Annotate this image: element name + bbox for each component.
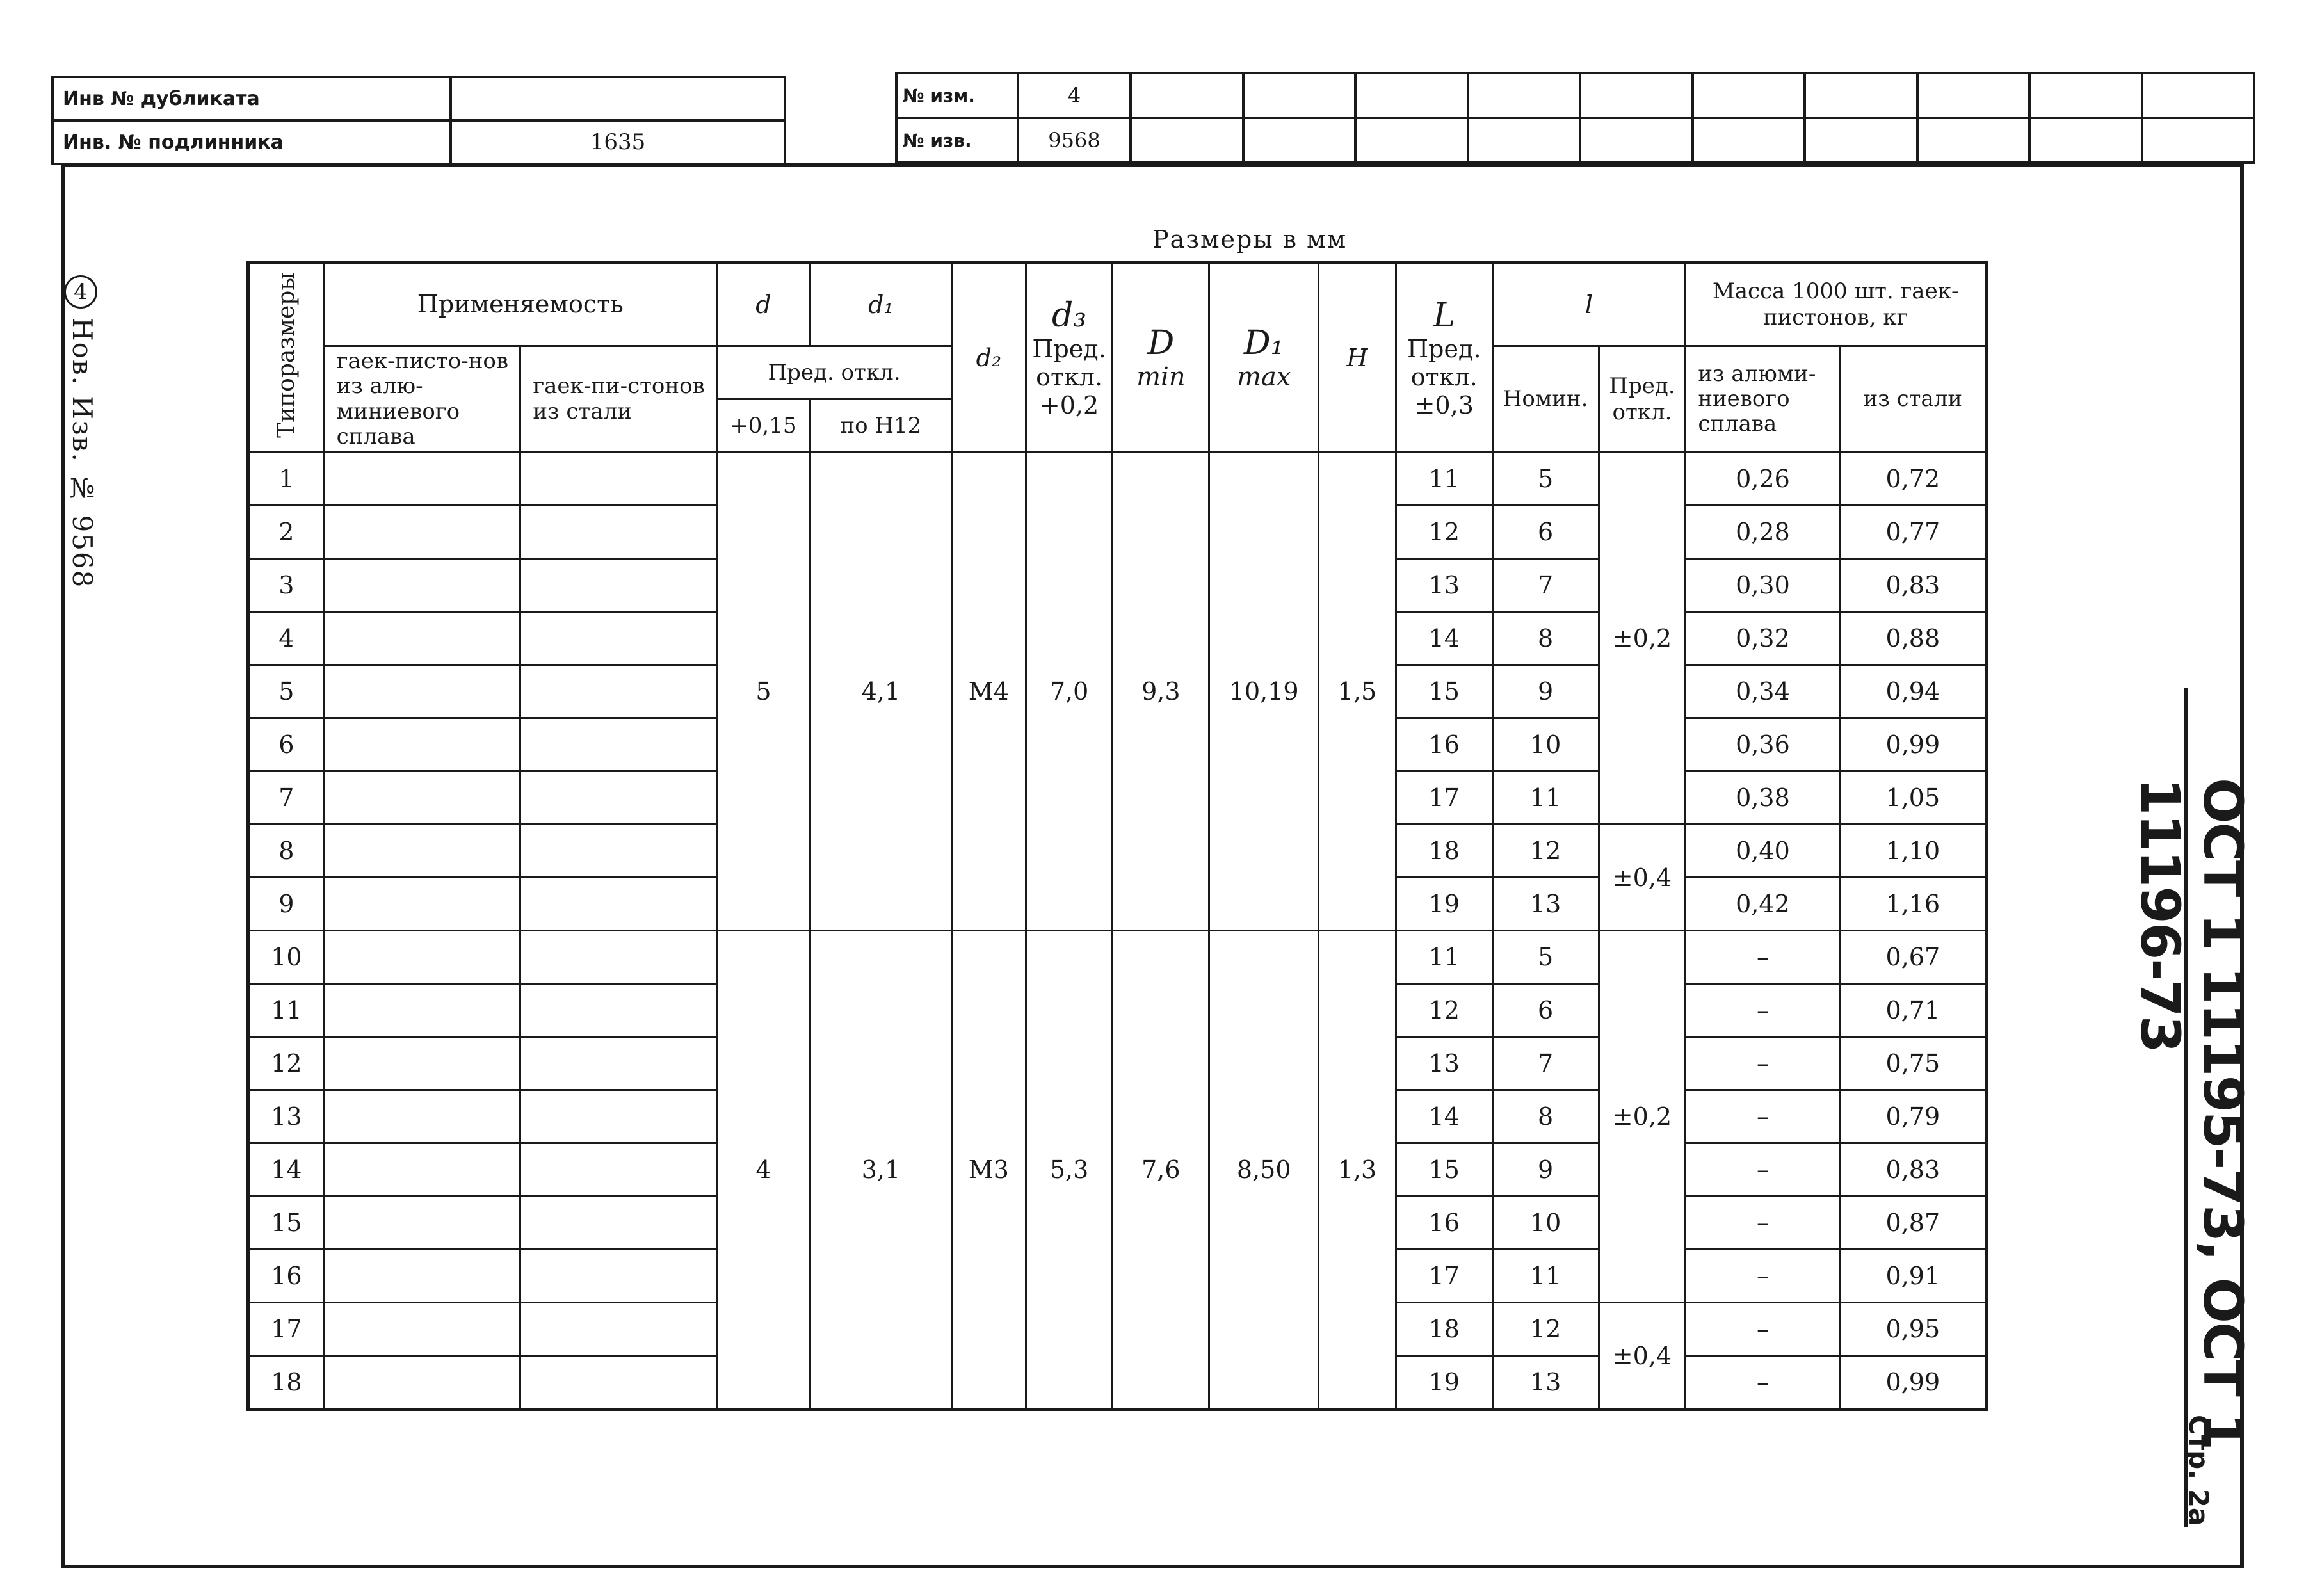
mass-alu: 0,26 — [1686, 453, 1840, 506]
type-number: 7 — [248, 771, 325, 825]
applicability-alu-cell — [324, 1250, 520, 1303]
type-number: 3 — [248, 559, 325, 612]
l-tolerance: ±0,2 — [1599, 931, 1686, 1303]
applicability-alu-cell — [324, 878, 520, 931]
mass-alu: – — [1686, 984, 1840, 1037]
type-number: 17 — [248, 1303, 325, 1356]
mass-alu: – — [1686, 1197, 1840, 1250]
L-value: 16 — [1396, 1197, 1492, 1250]
L-value: 15 — [1396, 1143, 1492, 1197]
col-d2: d₂ — [952, 263, 1026, 453]
mass-steel: 0,88 — [1840, 612, 1986, 665]
mass-steel: 0,83 — [1840, 1143, 1986, 1197]
col-d3 — [1026, 263, 1113, 453]
mass-alu: 0,30 — [1686, 559, 1840, 612]
type-number: 6 — [248, 718, 325, 771]
mass-alu: – — [1686, 1143, 1840, 1197]
mass-alu: – — [1686, 1356, 1840, 1410]
mass-alu: – — [1686, 931, 1840, 984]
col-app-alu: гаек-писто-нов из алю-миниевого сплава — [324, 346, 520, 453]
L-value: 15 — [1396, 665, 1492, 718]
applicability-steel-cell — [520, 453, 717, 506]
applicability-steel-cell — [520, 1143, 717, 1197]
col-mass-steel: из стали — [1840, 346, 1986, 453]
l-nominal: 10 — [1492, 1197, 1599, 1250]
type-number: 11 — [248, 984, 325, 1037]
col-L — [1396, 263, 1492, 453]
col-mass: Масса 1000 шт. гаек-пистонов, кг — [1686, 263, 1987, 346]
l-nominal: 11 — [1492, 771, 1599, 825]
L-value: 13 — [1396, 1037, 1492, 1090]
orig-value: 1635 — [451, 120, 785, 164]
mass-alu: – — [1686, 1090, 1840, 1143]
size-caption: Размеры в мм — [1152, 225, 1348, 254]
L-value: 18 — [1396, 825, 1492, 878]
mass-alu: 0,42 — [1686, 878, 1840, 931]
l-nominal: 9 — [1492, 665, 1599, 718]
applicability-steel-cell — [520, 612, 717, 665]
L-value: 12 — [1396, 506, 1492, 559]
revision-note-text: Нов. Изв. № 9568 — [67, 318, 98, 589]
applicability-steel-cell — [520, 931, 717, 984]
mass-steel: 0,75 — [1840, 1037, 1986, 1090]
mass-steel: 0,71 — [1840, 984, 1986, 1037]
applicability-steel-cell — [520, 771, 717, 825]
applicability-steel-cell — [520, 1303, 717, 1356]
col-l: l — [1492, 263, 1686, 346]
change-value: 4 — [1018, 73, 1131, 118]
D1-value: 8,50 — [1209, 931, 1319, 1410]
l-nominal: 6 — [1492, 506, 1599, 559]
mass-steel: 0,67 — [1840, 931, 1986, 984]
l-tolerance: ±0,2 — [1599, 453, 1686, 825]
L-value: 13 — [1396, 559, 1492, 612]
applicability-alu-cell — [324, 1037, 520, 1090]
type-number: 5 — [248, 665, 325, 718]
L-value: 18 — [1396, 1303, 1492, 1356]
applicability-alu-cell — [324, 931, 520, 984]
col-pred-otkl: Пред. откл. — [717, 346, 952, 399]
mass-steel: 0,79 — [1840, 1090, 1986, 1143]
applicability-alu-cell — [324, 1356, 520, 1410]
mass-alu: 0,38 — [1686, 771, 1840, 825]
applicability-alu-cell — [324, 559, 520, 612]
type-number: 18 — [248, 1356, 325, 1410]
applicability-alu-cell — [324, 825, 520, 878]
d1-value: 4,1 — [810, 453, 951, 931]
mass-alu: – — [1686, 1250, 1840, 1303]
dimensions-table — [246, 261, 1988, 1411]
type-number: 13 — [248, 1090, 325, 1143]
D1-value: 10,19 — [1209, 453, 1319, 931]
mass-steel: 0,83 — [1840, 559, 1986, 612]
l-nominal: 12 — [1492, 1303, 1599, 1356]
H-value: 1,3 — [1319, 931, 1396, 1410]
D-value: 9,3 — [1113, 453, 1209, 931]
applicability-steel-cell — [520, 665, 717, 718]
L-value: 14 — [1396, 1090, 1492, 1143]
mass-steel: 0,77 — [1840, 506, 1986, 559]
col-D-min: min — [1136, 362, 1186, 392]
l-nominal: 5 — [1492, 931, 1599, 984]
applicability-steel-cell — [520, 559, 717, 612]
mass-steel: 1,10 — [1840, 825, 1986, 878]
mass-alu: 0,28 — [1686, 506, 1840, 559]
mass-steel: 1,16 — [1840, 878, 1986, 931]
col-D — [1113, 263, 1209, 453]
L-value: 19 — [1396, 1356, 1492, 1410]
applicability-steel-cell — [520, 1250, 717, 1303]
type-number: 10 — [248, 931, 325, 984]
applicability-alu-cell — [324, 453, 520, 506]
applicability-alu-cell — [324, 1303, 520, 1356]
col-D1-symbol: D₁ — [1243, 324, 1284, 362]
L-value: 19 — [1396, 878, 1492, 931]
l-tolerance: ±0,4 — [1599, 825, 1686, 931]
mass-alu: 0,34 — [1686, 665, 1840, 718]
notice-value: 9568 — [1018, 118, 1131, 163]
l-nominal: 13 — [1492, 1356, 1599, 1410]
mass-steel: 0,91 — [1840, 1250, 1986, 1303]
mass-alu: – — [1686, 1037, 1840, 1090]
orig-label: Инв. № подлинника — [52, 120, 451, 164]
col-d: d — [717, 263, 810, 346]
applicability-steel-cell — [520, 825, 717, 878]
L-value: 17 — [1396, 1250, 1492, 1303]
l-nominal: 8 — [1492, 612, 1599, 665]
L-value: 11 — [1396, 931, 1492, 984]
applicability-alu-cell — [324, 984, 520, 1037]
col-D1-max: max — [1237, 362, 1291, 392]
mass-steel: 1,05 — [1840, 771, 1986, 825]
mass-steel: 0,94 — [1840, 665, 1986, 718]
type-number: 12 — [248, 1037, 325, 1090]
applicability-alu-cell — [324, 665, 520, 718]
applicability-alu-cell — [324, 1090, 520, 1143]
col-D-symbol: D — [1147, 324, 1175, 362]
l-nominal: 11 — [1492, 1250, 1599, 1303]
applicability-alu-cell — [324, 1197, 520, 1250]
applicability-steel-cell — [520, 1037, 717, 1090]
d2-value: М4 — [952, 453, 1026, 931]
standard-designation: ОСТ 1 11195-73, ОСТ 1 11196-73 — [2129, 778, 2254, 1449]
d3-value: 5,3 — [1026, 931, 1113, 1410]
l-nominal: 5 — [1492, 453, 1599, 506]
L-value: 14 — [1396, 612, 1492, 665]
applicability-alu-cell — [324, 506, 520, 559]
mass-alu: 0,32 — [1686, 612, 1840, 665]
type-number: 16 — [248, 1250, 325, 1303]
type-number: 15 — [248, 1197, 325, 1250]
applicability-steel-cell — [520, 1197, 717, 1250]
l-nominal: 13 — [1492, 878, 1599, 931]
applicability-alu-cell — [324, 718, 520, 771]
table-row — [248, 453, 1987, 506]
applicability-steel-cell — [520, 718, 717, 771]
L-value: 12 — [1396, 984, 1492, 1037]
mass-alu: 0,40 — [1686, 825, 1840, 878]
L-value: 11 — [1396, 453, 1492, 506]
type-number: 9 — [248, 878, 325, 931]
l-nominal: 6 — [1492, 984, 1599, 1037]
col-d1: d₁ — [810, 263, 951, 346]
type-number: 8 — [248, 825, 325, 878]
col-d3-tol: Пред. откл. +0,2 — [1032, 335, 1106, 419]
revision-grid — [895, 72, 2255, 164]
type-number: 14 — [248, 1143, 325, 1197]
d3-value: 7,0 — [1026, 453, 1113, 931]
col-l-tol: Пред. откл. — [1599, 346, 1686, 453]
applicability-alu-cell — [324, 1143, 520, 1197]
applicability-steel-cell — [520, 878, 717, 931]
notice-label: № изв. — [896, 118, 1018, 163]
d-value: 4 — [717, 931, 810, 1410]
l-nominal: 10 — [1492, 718, 1599, 771]
applicability-alu-cell — [324, 771, 520, 825]
col-app-steel: гаек-пи-стонов из стали — [520, 346, 717, 453]
type-number: 1 — [248, 453, 325, 506]
inventory-stamp — [51, 76, 786, 165]
table-row — [248, 931, 1987, 984]
d-value: 5 — [717, 453, 810, 931]
applicability-alu-cell — [324, 612, 520, 665]
mass-alu: 0,36 — [1686, 718, 1840, 771]
col-d1-tol: по Н12 — [810, 399, 951, 453]
col-applicability: Применяемость — [324, 263, 716, 346]
change-label: № изм. — [896, 73, 1018, 118]
col-l-nomin: Номин. — [1492, 346, 1599, 453]
applicability-steel-cell — [520, 984, 717, 1037]
type-number: 2 — [248, 506, 325, 559]
mass-steel: 0,99 — [1840, 718, 1986, 771]
L-value: 17 — [1396, 771, 1492, 825]
D-value: 7,6 — [1113, 931, 1209, 1410]
col-d3-symbol: d₃ — [1051, 296, 1087, 335]
l-nominal: 12 — [1492, 825, 1599, 878]
l-nominal: 9 — [1492, 1143, 1599, 1197]
d1-value: 3,1 — [810, 931, 951, 1410]
H-value: 1,5 — [1319, 453, 1396, 931]
col-L-symbol: L — [1433, 296, 1455, 335]
mass-steel: 0,72 — [1840, 453, 1986, 506]
revision-note — [64, 275, 98, 588]
l-tolerance: ±0,4 — [1599, 1303, 1686, 1410]
mass-alu: – — [1686, 1303, 1840, 1356]
col-type: Типоразмеры — [248, 263, 325, 453]
col-D1 — [1209, 263, 1319, 453]
dup-value — [451, 77, 785, 120]
col-L-tol: Пред. откл. ±0,3 — [1407, 335, 1481, 419]
l-nominal: 7 — [1492, 1037, 1599, 1090]
applicability-steel-cell — [520, 1090, 717, 1143]
L-value: 16 — [1396, 718, 1492, 771]
col-mass-alu: из алюми-ниевого сплава — [1686, 346, 1840, 453]
mass-steel: 0,99 — [1840, 1356, 1986, 1410]
dup-label: Инв № дубликата — [52, 77, 451, 120]
col-H: H — [1319, 263, 1396, 453]
l-nominal: 8 — [1492, 1090, 1599, 1143]
l-nominal: 7 — [1492, 559, 1599, 612]
revision-circle: 4 — [64, 275, 97, 309]
mass-steel: 0,87 — [1840, 1197, 1986, 1250]
type-number: 4 — [248, 612, 325, 665]
mass-steel: 0,95 — [1840, 1303, 1986, 1356]
page-label: Стр. 2а — [2183, 1415, 2214, 1526]
applicability-steel-cell — [520, 506, 717, 559]
col-d-tol: +0,15 — [717, 399, 810, 453]
applicability-steel-cell — [520, 1356, 717, 1410]
d2-value: М3 — [952, 931, 1026, 1410]
